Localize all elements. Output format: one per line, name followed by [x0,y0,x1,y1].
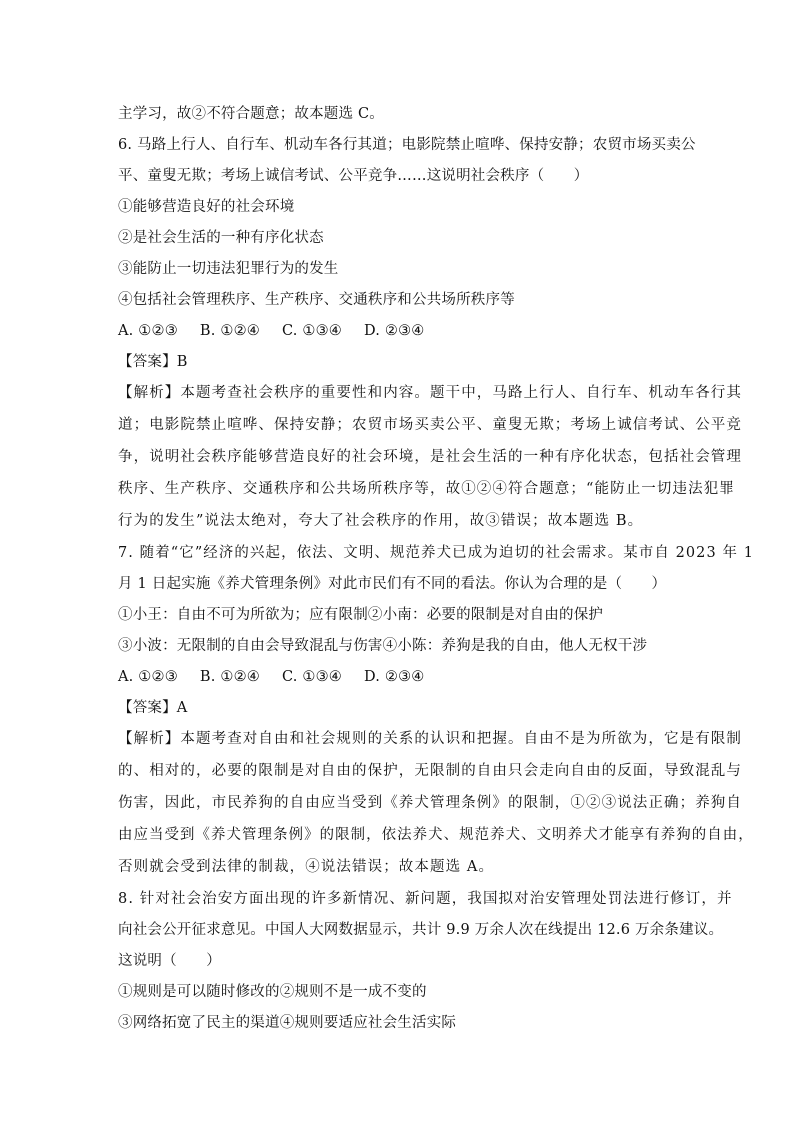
analysis-line: 【解析】本题考查社会秩序的重要性和内容。题干中，马路上行人、自行车、机动车各行其 [118,385,742,401]
statement-item: ④包括社会管理秩序、生产秩序、交通秩序和公共场所秩序等 [118,292,515,308]
analysis-line: 道；电影院禁止喧哗、保持安静；农贸市场买卖公平、童叟无欺；考场上诚信考试、公平竞 [118,417,742,433]
statement-item: ①规则是可以随时修改的②规则不是一成不变的 [118,984,427,1000]
option-c: C. ①③④ [281,323,342,339]
text-line: 主学习，故②不符合题意；故本题选 C。 [118,106,385,122]
option-a: A. ①②③ [118,323,178,339]
option-d: D. ②③④ [363,323,425,339]
analysis-line: 【解析】本题考查对自由和社会规则的关系的认识和把握。自由不是为所欲为，它是有限制 [118,731,742,747]
answer-line: 【答案】B [118,354,188,370]
statement-item: ①能够营造良好的社会环境 [118,199,295,215]
analysis-line: 由应当受到《养犬管理条例》的限制，依法养犬、规范养犬、文明养犬才能享有养狗的自由， [118,827,754,843]
question-8-stem: 向社会公开征求意见。中国人大网数据显示，共计 9.9 万余人次在线提出 12.6 万余条建议。 [118,922,724,938]
option-b: B. ①②④ [199,323,260,339]
question-7-stem: 月 1 日起实施《养犬管理条例》对此市民们有不同的看法。你认为合理的是（ ） [118,576,667,592]
statement-item: ③小波：无限制的自由会导致混乱与伤害④小陈：养狗是我的自由，他人无权干涉 [118,638,648,654]
option-a: A. ①②③ [118,669,178,685]
analysis-line: 否则就会受到法律的制裁，④说法错误；故本题选 A。 [118,859,495,875]
question-6-stem: 平、童叟无欺；考场上诚信考试、公平竞争……这说明社会秩序（ ） [118,168,589,184]
statement-item: ②是社会生活的一种有序化状态 [118,230,324,246]
option-c: C. ①③④ [281,669,342,685]
statement-item: ③能防止一切违法犯罪行为的发生 [118,261,339,277]
analysis-line: 的、相对的，必要的限制是对自由的保护，无限制的自由只会走向自由的反面，导致混乱与 [118,763,742,779]
analysis-line: 行为的发生”说法太绝对，夸大了社会秩序的作用，故③错误；故本题选 B。 [118,513,644,529]
analysis-line: 秩序、生产秩序、交通秩序和公共场所秩序等，故①②④符合题意；“能防止一切违法犯罪 [118,481,735,497]
question-6-stem: 6. 马路上行人、自行车、机动车各行其道；电影院禁止喧哗、保持安静；农贸市场买卖公 [118,137,696,153]
answer-line: 【答案】A [118,700,188,716]
question-7-stem: 7. 随着“它”经济的兴起，依法、文明、规范养犬已成为迫切的社会需求。某市自 2023 年 1 [118,545,755,561]
statement-item: ①小王：自由不可为所欲为；应有限制②小南：必要的限制是对自由的保护 [118,607,604,623]
question-6-options [118,321,447,341]
analysis-line: 争，说明社会秩序能够营造良好的社会环境，是社会生活的一种有序化状态，包括社会管理 [118,449,742,465]
question-8-stem: 这说明（ ） [118,953,221,969]
option-b: B. ①②④ [199,669,260,685]
statement-item: ③网络拓宽了民主的渠道④规则要适应社会生活实际 [118,1015,457,1031]
option-d: D. ②③④ [363,669,425,685]
question-8-stem: 8. 针对社会治安方面出现的许多新情况、新问题，我国拟对治安管理处罚法进行修订，并 [118,891,733,907]
analysis-line: 伤害，因此，市民养狗的自由应当受到《养犬管理条例》的限制，①②③说法正确；养狗自 [118,795,742,811]
question-7-options [118,667,447,687]
